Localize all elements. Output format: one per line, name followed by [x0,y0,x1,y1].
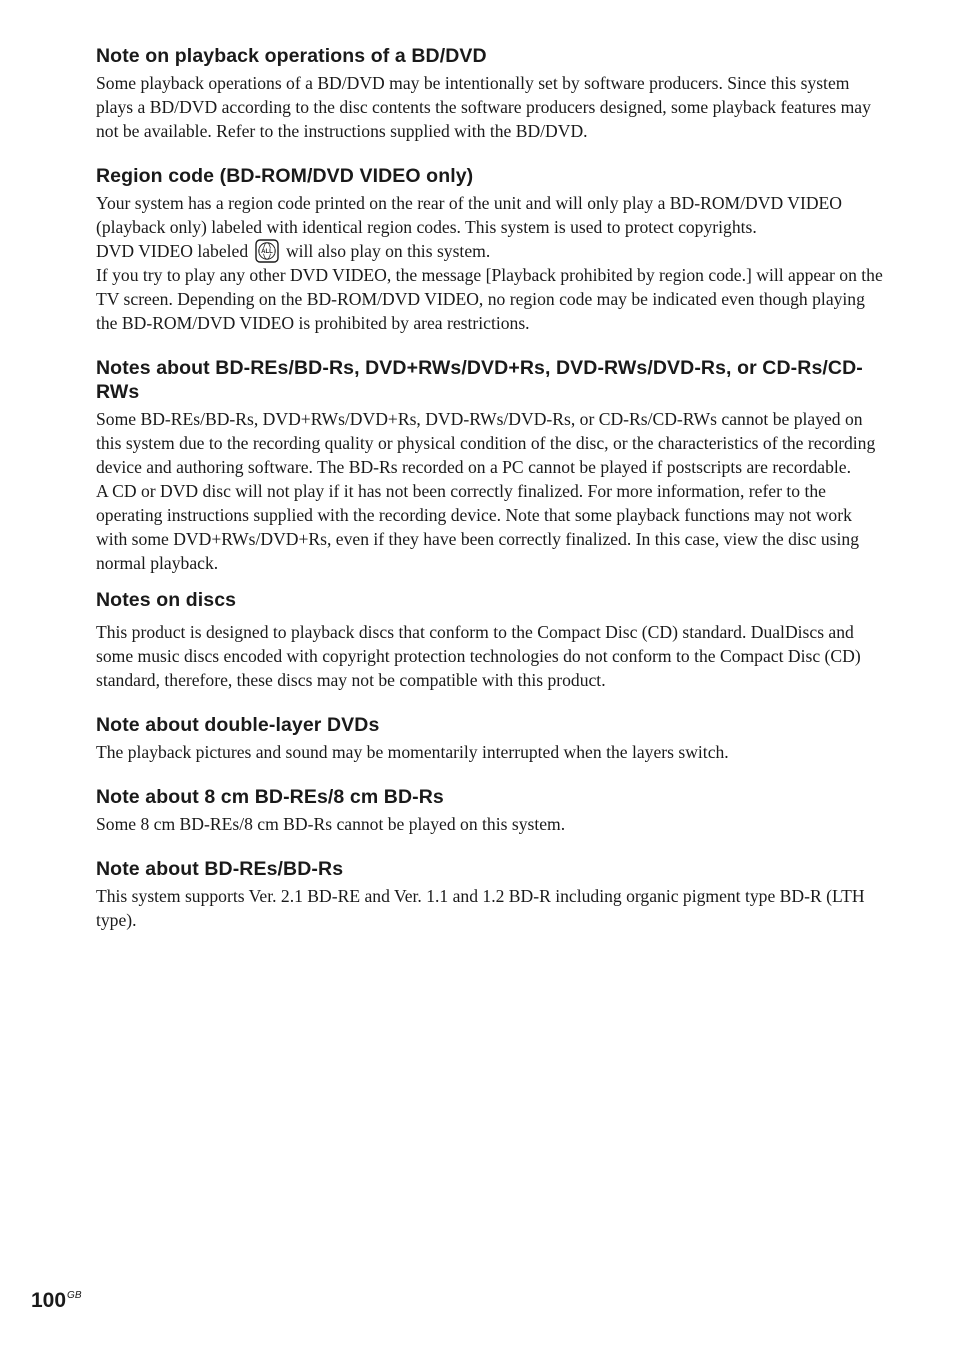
section-heading: Notes on discs [96,589,237,611]
section-heading: Notes about BD-REs/BD-Rs, DVD+RWs/DVD+Rs, DVD-RWs/DVD-Rs, or CD-Rs/CD-RWs [96,357,863,403]
section-heading: Region code (BD-ROM/DVD VIDEO only) [96,165,474,187]
section-heading: Note about double-layer DVDs [96,714,380,736]
paragraph-text-after-icon: will also play on this system. [285,241,491,261]
paragraph-text: Some BD-REs/BD-Rs, DVD+RWs/DVD+Rs, DVD-RWs/DVD-Rs, or CD-Rs/CD-RWs cannot be played on this system due to the recording quality or physical condition of the disc, or the characteristics of the recording device and authoring software. The BD-Rs recorded on a PC cannot be played if postscripts are recordable. [96,409,876,477]
section-recordable-discs [96,356,886,575]
section-double-layer-dvds [96,713,886,764]
paragraph-text: Your system has a region code printed on the rear of the unit and will only play a BD-ROM/DVD VIDEO (playback only) labeled with identical region codes. This system is used to protect copyrights. [96,193,842,237]
page-number-suffix: GB [67,1290,82,1301]
section-heading: Note about BD-REs/BD-Rs [96,858,344,880]
section-paragraph [96,191,886,335]
section-paragraph: Some 8 cm BD-REs/8 cm BD-Rs cannot be played on this system. [96,814,566,834]
section-heading: Note on playback operations of a BD/DVD [96,45,487,67]
page-number-value: 100 [31,1289,67,1312]
paragraph-text: A CD or DVD disc will not play if it has not been correctly finalized. For more information, refer to the operating instructions supplied with the recording device. Note that some playback functions may not work with some DVD+RWs/DVD+Rs, even if they have been correctly finalized. In this case, view the disc using normal playback. [96,481,859,573]
section-paragraph [96,407,886,575]
paragraph-text: If you try to play any other DVD VIDEO, the message [Playback prohibited by region code.] will appear on the TV screen. Depending on the BD-ROM/DVD VIDEO, no region code may be indicated even though playing the BD-ROM/DVD VIDEO is prohibited by area restrictions. [96,265,883,333]
page-content [96,44,886,932]
section-playback-operations [96,44,886,143]
section-paragraph: Some playback operations of a BD/DVD may be intentionally set by software producers. Since this system plays a BD/DVD according to the disc contents the software producers designed, some playback features may not be available. Refer to the instructions supplied with the BD/DVD. [96,73,871,141]
section-paragraph: The playback pictures and sound may be momentarily interrupted when the layers switch. [96,742,729,762]
section-8cm-discs [96,785,886,836]
section-bd-re-bd-r [96,857,886,932]
region-icon-label: ALL [260,249,273,256]
section-heading: Note about 8 cm BD-REs/8 cm BD-Rs [96,786,444,808]
region-all-globe-icon [255,239,279,263]
page-number [31,1283,82,1314]
section-paragraph: This system supports Ver. 2.1 BD-RE and Ver. 1.1 and 1.2 BD-R including organic pigment type BD-R (LTH type). [96,886,865,930]
section-paragraph: This product is designed to playback discs that conform to the Compact Disc (CD) standard. DualDiscs and some music discs encoded with copyright protection technologies do not conform to the Compact Disc (CD) standard, therefore, these discs may not be compatible with this product. [96,622,861,690]
paragraph-text-before-icon: DVD VIDEO labeled [96,241,249,261]
section-notes-on-discs [96,588,886,692]
section-region-code [96,164,886,335]
